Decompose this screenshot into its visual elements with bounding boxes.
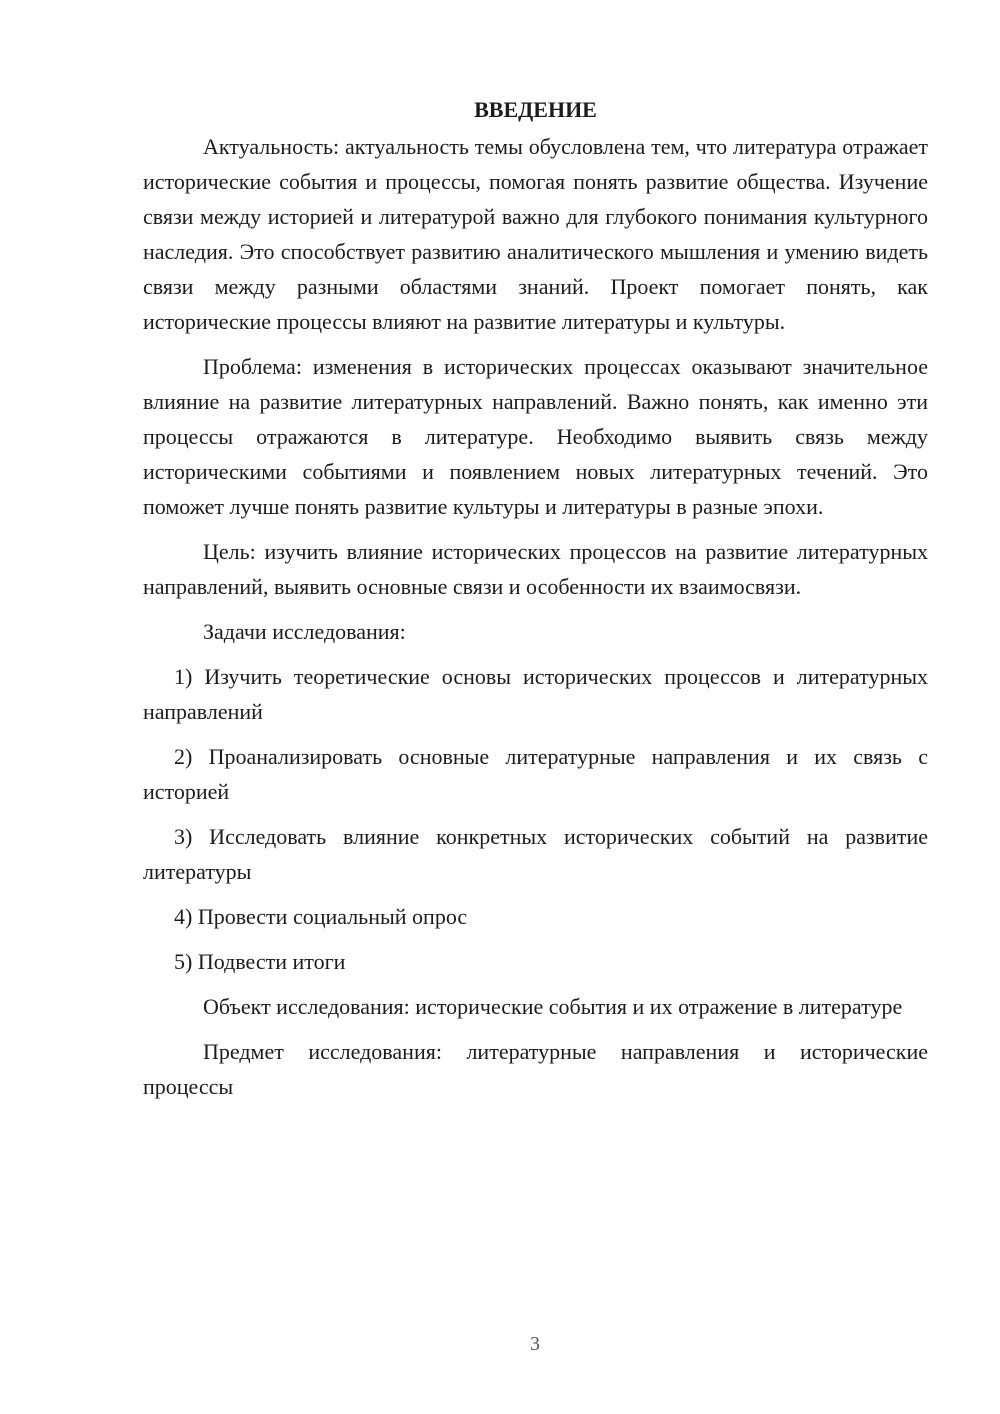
tasks-title: Задачи исследования: [203, 619, 406, 644]
task-item-2: 2) Проанализировать основные литературные направления и их связь с историей [143, 744, 928, 804]
task-item-1: 1) Изучить теоретические основы исторических процессов и литературных направлений [143, 664, 928, 724]
section-heading: ВВЕДЕНИЕ [474, 97, 597, 122]
subject-paragraph: Предмет исследования: литературные направления и исторические процессы [143, 1039, 928, 1099]
task-item-5: 5) Подвести итоги [174, 949, 346, 974]
relevance-paragraph: Актуальность: актуальность темы обусловлена тем, что литература отражает исторические события и процессы, помогая понять развитие общества. Изучение связи между историей и литературой важно для глубокого понимания культурного наследия. Это способствует развитию аналитического мышления и умению видеть связи между разными областями знаний. Проект помогает понять, как исторические процессы влияют на развитие литературы и культуры. [143, 134, 928, 334]
task-item-4: 4) Провести социальный опрос [174, 904, 468, 929]
object-paragraph: Объект исследования: исторические события и их отражение в литературе [203, 994, 903, 1019]
page-number: 3 [530, 1333, 540, 1355]
page-content [143, 92, 928, 1114]
goal-paragraph: Цель: изучить влияние исторических процессов на развитие литературных направлений, выявить основные связи и особенности их взаимосвязи. [143, 539, 928, 599]
task-item-3: 3) Исследовать влияние конкретных исторических событий на развитие литературы [143, 824, 928, 884]
problem-paragraph: Проблема: изменения в исторических процессах оказывают значительное влияние на развитие литературных направлений. Важно понять, как именно эти процессы отражаются в литературе. Необходимо выявить связь между историческими событиями и появлением новых литературных течений. Это поможет лучше понять развитие культуры и литературы в разные эпохи. [143, 354, 928, 519]
